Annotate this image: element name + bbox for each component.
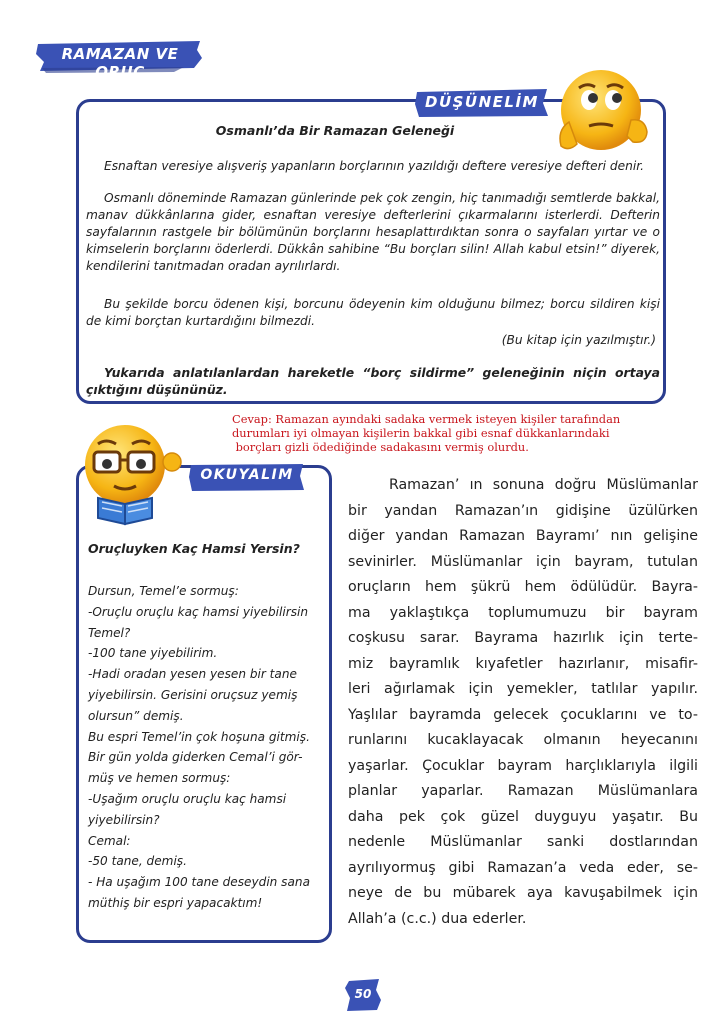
article-line: nedenle Müslümanlar sanki dostlarından bbox=[348, 834, 698, 850]
story-line: müş ve hemen sormuş: bbox=[88, 771, 231, 786]
story-line: Bu espri Temel’in çok hoşuna gitmiş. bbox=[88, 729, 310, 744]
article-line: ma yaklaştıkça toplumumuzu bir bayram bbox=[348, 604, 698, 621]
handwritten-answer bbox=[232, 412, 652, 454]
answer-line: Cevap: Ramazan ayındaki sadaka vermek isteyen kişiler tarafından bbox=[232, 412, 621, 426]
story-line: - Ha uşağım 100 tane deseydin sana bbox=[88, 875, 310, 890]
thinking-emoji-icon bbox=[549, 60, 659, 170]
article-line: runlarını kucaklayacak olmanın heyecanını bbox=[348, 732, 698, 748]
think-tab bbox=[414, 88, 550, 118]
story-line: yiyebilirsin. Gerisini oruçsuz yemiş bbox=[88, 687, 298, 702]
reading-emoji-icon bbox=[70, 420, 185, 535]
answer-line: durumları iyi olmayan kişilerin bakkal gibi esnaf dükkanlarındaki bbox=[232, 426, 610, 440]
think-paragraph-1: Esnaftan veresiye alışveriş yapanların borçlarının yazıldığı deftere veresiye defteri denir. bbox=[104, 159, 645, 173]
main-article bbox=[348, 473, 698, 932]
article-line: bir yandan Ramazan’ın gidişine üzülürken bbox=[348, 502, 698, 519]
page-number: 50 bbox=[354, 987, 372, 1001]
story-line: -Oruçlu oruçlu kaç hamsi yiyebilirsin bbox=[88, 604, 309, 619]
story-line: müthiş bir espri yapacaktım! bbox=[88, 895, 263, 910]
article-line: Allah’a (c.c.) dua ederler. bbox=[348, 910, 527, 927]
story-line: Temel? bbox=[88, 625, 131, 640]
think-question: Yukarıda anlatılanlardan hareketle “borç sildirme” geleneğinin niçin ortaya çıktığını düşününüz. bbox=[86, 365, 660, 397]
article-line: miz bayramlık kıyafetler hazırlanır, misafir- bbox=[348, 655, 698, 672]
read-tab-label: OKUYALIM bbox=[200, 467, 294, 483]
article-line: oruçların hem şükrü hem ödülüdür. Bayra- bbox=[348, 579, 698, 595]
article-line: daha pek çok güzel duyguyu yaşatır. Bu bbox=[348, 808, 698, 825]
think-source: (Bu kitap için yazılmıştır.) bbox=[501, 333, 656, 347]
answer-line: borçları gizli ödediğinde sadakasını vermiş olurdu. bbox=[232, 440, 529, 454]
article-line: Yaşlılar bayramda gelecek çocuklarını ve to- bbox=[348, 706, 698, 723]
section-title: RAMAZAN VE ORUÇ bbox=[61, 45, 179, 81]
article-line: yaşarlar. Çocuklar bayram harçlıklarıyla ilgili bbox=[348, 757, 698, 774]
story-line: Dursun, Temel’e sormuş: bbox=[88, 584, 239, 598]
think-title: Osmanlı’da Bir Ramazan Geleneği bbox=[215, 123, 455, 138]
story-line: olursun” demiş. bbox=[88, 708, 184, 723]
article-line: sevinirler. Müslümanlar için bayram, tutulan bbox=[348, 553, 698, 570]
story-line: -50 tane, demiş. bbox=[88, 854, 187, 869]
read-title: Oruçluyken Kaç Hamsi Yersin? bbox=[88, 541, 300, 556]
story-line: -Uşağım oruçlu oruçlu kaç hamsi bbox=[88, 791, 287, 806]
article-line: diğer yandan Ramazan Bayramı’ nın gelişine bbox=[348, 528, 698, 544]
page-number-badge bbox=[343, 978, 383, 1012]
article-line: planlar yaparlar. Ramazan Müslümanlara bbox=[348, 783, 698, 799]
think-paragraph-3: Bu şekilde borcu ödenen kişi, borcunu ödeyenin kim olduğunu bilmez; borcu sildiren kişi de kimi borçtan kurtardığını bilmezdi. bbox=[86, 297, 660, 328]
story-line: -Hadi oradan yesen yesen bir tane bbox=[88, 667, 297, 682]
read-tab bbox=[188, 462, 306, 492]
think-tab-label: DÜŞÜNELİM bbox=[425, 93, 539, 111]
story-line: Cemal: bbox=[88, 833, 131, 848]
section-header-banner bbox=[34, 38, 204, 81]
story-line: yiyebilirsin? bbox=[88, 812, 160, 827]
think-paragraph-2: Osmanlı döneminde Ramazan günlerinde pek çok zengin, hiç tanımadığı semtlerde bakkal, manav dükkânlarına gider, esnaftan veresiye defterlerini çıkarmalarını isterlerdi. Defterin sayfalarının rastgele bir bölümünün borçlarını hesaplattırdıktan sonra o sayfaları yırtar ve o kimselerin borçlarını öderlerdi. Dükkân sahibine “Bu borçları silin! Allah kabul etsin!” diyerek, kendilerini tanıtmadan oradan ayrılırlardı. bbox=[86, 191, 660, 273]
article-line: leri ağırlamak için yemekler, tatlılar yapılır. bbox=[348, 681, 698, 697]
article-line: neye de bu mübarek aya kavuşabilmek için bbox=[348, 885, 698, 901]
story-line: Bir gün yolda giderken Cemal’i gör- bbox=[88, 750, 303, 765]
story-line: -100 tane yiyebilirim. bbox=[88, 646, 218, 661]
article-line: coşkusu sarar. Bayrama hazırlık için terte- bbox=[348, 630, 698, 646]
article-line: Ramazan’ ın sonuna doğru Müslümanlar bbox=[348, 477, 698, 493]
article-line: ayrılıyormuş gibi Ramazan’a veda eder, se- bbox=[348, 859, 698, 876]
read-story bbox=[88, 581, 328, 914]
